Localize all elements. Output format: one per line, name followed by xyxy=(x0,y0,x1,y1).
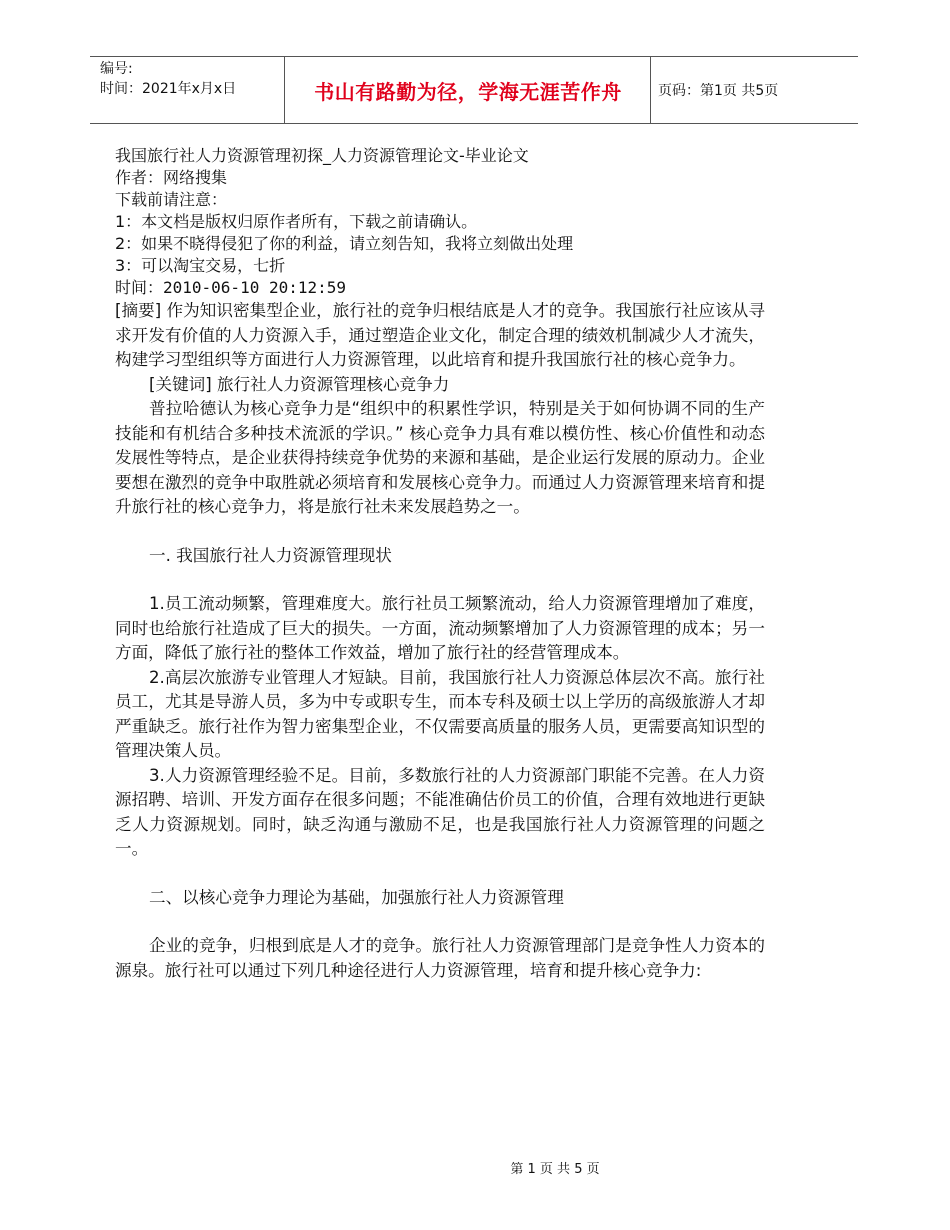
intro-paragraph: 普拉哈德认为核心竞争力是“组织中的积累性学识，特别是关于如何协调不同的生产技能和有机结合多种技术流派的学识。” 核心竞争力具有难以模仿性、核心价值性和动态发展性等特点，是企业获得持续竞争优势的来源和基础，是企业运行发展的原动力。企业要想在激烈的竞争中取胜就必须培育和发展核心竞争力。而通过人力资源管理来培育和提升旅行社的核心竞争力，将是旅行社未来发展趋势之一。 xyxy=(115,399,765,516)
abstract-paragraph: [摘要] 作为知识密集型企业，旅行社的竞争归根结底是人才的竞争。我国旅行社应该从寻求开发有价值的人力资源入手，通过塑造企业文化，制定合理的绩效机制减少人才流失，构建学习型组织等方面进行人力资源管理，以此培育和提升我国旅行社的核心竞争力。 xyxy=(115,301,765,369)
notice-item: 3：可以淘宝交易，七折 xyxy=(115,256,286,275)
header-divider xyxy=(284,57,285,123)
header-meta xyxy=(100,59,236,99)
notice-item: 2：如果不晓得侵犯了你的利益，请立刻告知，我将立刻做出处理 xyxy=(115,234,574,253)
number-label: 编号: xyxy=(100,61,133,77)
doc-author: 作者：网络搜集 xyxy=(115,168,228,187)
body-paragraph: 3.人力资源管理经验不足。目前，多数旅行社的人力资源部门职能不完善。在人力资源招聘、培训、开发方面存在很多问题；不能准确估价员工的价值，合理有效地进行更缺乏人力资源规划。同时，缺乏沟通与激励不足，也是我国旅行社人力资源管理的问题之一。 xyxy=(115,765,765,858)
body-paragraph: 1.员工流动频繁，管理难度大。旅行社员工频繁流动，给人力资源管理增加了难度，同时也给旅行社造成了巨大的损失。一方面，流动频繁增加了人力资源管理的成本；另一方面，降低了旅行社的整体工作效益，增加了旅行社的经营管理成本。 xyxy=(115,594,765,662)
keywords-line: [关键词] 旅行社人力资源管理核心竞争力 xyxy=(149,374,450,394)
page-header xyxy=(90,56,858,124)
header-page-info: 页码：第1页 共5页 xyxy=(658,83,779,99)
page-footer: 第 1 页 共 5 页 xyxy=(510,1162,600,1177)
body-paragraph: 2.高层次旅游专业管理人才短缺。目前，我国旅行社人力资源总体层次不高。旅行社员工，尤其是导游人员，多为中专或职专生，而本专科及硕士以上学历的高级旅游人才却严重缺乏。旅行社作为智力密集型企业，不仅需要高质量的服务人员，更需要高知识型的管理决策人员。 xyxy=(115,667,765,760)
document-body xyxy=(115,145,765,983)
section-heading: 二、以核心竞争力理论为基础，加强旅行社人力资源管理 xyxy=(149,887,564,907)
doc-time: 时间：2010-06-10 20:12:59 xyxy=(115,278,347,297)
notice-item: 1：本文档是版权归原作者所有，下载之前请确认。 xyxy=(115,212,478,231)
time-label: 时间：2021年x月x日 xyxy=(100,81,237,97)
header-motto: 书山有路勤为径，学海无涯苦作舟 xyxy=(314,79,622,104)
notice-heading: 下载前请注意： xyxy=(115,190,228,209)
doc-title: 我国旅行社人力资源管理初探_人力资源管理论文-毕业论文 xyxy=(115,146,529,165)
section-heading: 一. 我国旅行社人力资源管理现状 xyxy=(149,545,392,565)
body-paragraph: 企业的竞争，归根到底是人才的竞争。旅行社人力资源管理部门是竞争性人力资本的源泉。旅行社可以通过下列几种途径进行人力资源管理，培育和提升核心竞争力: xyxy=(115,936,765,980)
header-divider xyxy=(650,57,651,123)
